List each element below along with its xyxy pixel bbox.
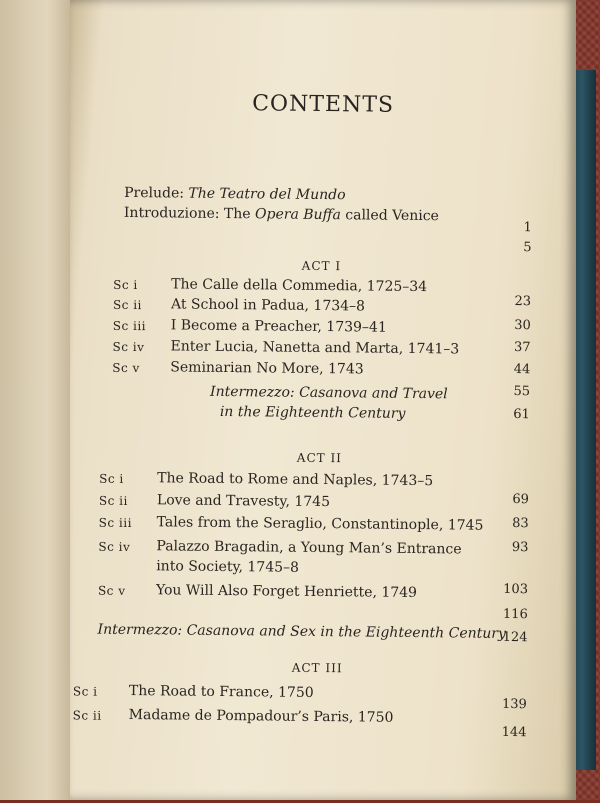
page-number: 30	[514, 318, 531, 334]
page-number: 144	[501, 724, 527, 741]
scene-number: Sc iii	[98, 515, 133, 531]
scene-number: Sc iv	[98, 539, 131, 555]
entry-title: The Teatro del Mundo	[188, 185, 346, 204]
scene-title: Love and Travesty, 1745	[156, 492, 331, 511]
entry-title-rest: called Venice	[340, 207, 439, 225]
toc-entry-introduzione	[124, 205, 439, 224]
scene-title: Tales from the Seraglio, Constantinople, 1745	[156, 514, 484, 534]
scene-title: At School in Padua, 1734–8	[170, 296, 366, 315]
scene-title: You Will Also Forget Henriette, 1749	[155, 582, 418, 602]
scene-title: Seminarian No More, 1743	[170, 359, 364, 378]
scene-title: I Become a Preacher, 1739–41	[170, 317, 387, 336]
scene-number: Sc ii	[112, 297, 142, 313]
page-number: 103	[503, 581, 529, 598]
act-heading: ACT I	[301, 258, 342, 274]
toc-entry-prelude	[124, 185, 346, 203]
page-number: 5	[523, 240, 532, 256]
scene-number: Sc v	[97, 583, 126, 598]
page-number: 44	[513, 362, 531, 378]
scene-title: Enter Lucia, Nanetta and Marta, 1741–3	[170, 338, 460, 358]
intermezzo-title-cont: in the Eighteenth Century	[219, 403, 406, 422]
scene-number: Sc i	[113, 277, 138, 293]
page-number: 83	[512, 516, 529, 532]
page-number: 37	[513, 340, 531, 356]
intermezzo-title: Intermezzo: Casanova and Travel	[209, 383, 448, 403]
scene-title: The Road to France, 1750	[128, 683, 314, 701]
page-number: 69	[512, 492, 530, 508]
act-heading: ACT III	[291, 660, 343, 676]
page-number: 93	[511, 540, 529, 556]
scene-title: The Road to Rome and Naples, 1743–5	[157, 470, 434, 490]
page-number: 139	[501, 696, 527, 713]
act-heading: ACT II	[296, 450, 343, 466]
scene-title-cont: into Society, 1745–8	[156, 558, 300, 576]
page-title: CONTENTS	[252, 91, 395, 118]
page-number: 124	[502, 629, 528, 646]
scene-number: Sc i	[72, 684, 98, 699]
scene-title: Palazzo Bragadin, a Young Man’s Entrance	[156, 538, 462, 558]
scene-number: Sc ii	[98, 493, 128, 508]
scene-title: Madame de Pompadour’s Paris, 1750	[128, 707, 394, 726]
scene-number: Sc iv	[112, 339, 145, 355]
page-number: 1	[523, 220, 532, 236]
scene-number: Sc ii	[72, 708, 102, 723]
page-number: 116	[502, 606, 528, 623]
scene-number: Sc i	[99, 471, 124, 486]
entry-title-italic: Opera Buffa	[254, 206, 341, 224]
entry-label: Prelude:	[124, 184, 189, 202]
scene-number: Sc iii	[112, 318, 147, 334]
page-number: 23	[514, 294, 532, 310]
entry-label: Introduzione: The	[123, 204, 256, 223]
scene-title: The Calle della Commedia, 1725–34	[171, 276, 428, 296]
scene-number: Sc v	[112, 360, 140, 376]
page-number: 55	[513, 384, 531, 400]
table-of-contents	[66, 0, 580, 803]
intermezzo-title: Intermezzo: Casanova and Sex in the Eighteenth Century	[97, 621, 507, 642]
page-number: 61	[513, 407, 530, 423]
contents-page	[70, 0, 576, 800]
